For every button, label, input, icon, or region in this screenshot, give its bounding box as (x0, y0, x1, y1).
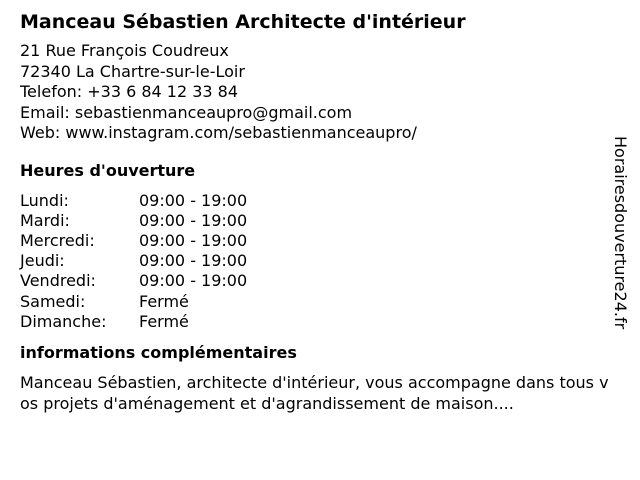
hours-row-wednesday (20, 231, 610, 251)
opening-hours-heading: Heures d'ouverture (20, 160, 196, 180)
web-line: Web: www.instagram.com/sebastienmanceaupro/ (20, 123, 417, 142)
hours-time: 09:00 - 19:00 (139, 230, 248, 250)
additional-info-text: Manceau Sébastien, architecte d'intérieur, vous accompagne dans tous vos projets d'aménagement et d'agrandissement de maison.... (20, 372, 609, 413)
contact-block (20, 41, 610, 144)
hours-time: 09:00 - 19:00 (139, 251, 248, 271)
additional-info-heading: informations complémentaires (20, 342, 297, 362)
hours-row-sunday (20, 312, 610, 332)
phone-line: Telefon: +33 6 84 12 33 84 (20, 82, 239, 101)
hours-time: 09:00 - 19:00 (139, 271, 248, 291)
address-line-1: 21 Rue François Coudreux (20, 41, 229, 60)
email-line: Email: sebastienmanceaupro@gmail.com (20, 102, 353, 122)
hours-time: 09:00 - 19:00 (139, 190, 248, 210)
hours-row-saturday (20, 292, 610, 312)
hours-day: Lundi: (20, 190, 69, 210)
hours-day: Samedi: (20, 291, 86, 311)
business-title: Manceau Sébastien Architecte d'intérieur (20, 11, 466, 33)
hours-day: Jeudi: (20, 251, 65, 271)
watermark-text: Horairesdouverture24.fr (611, 136, 630, 330)
hours-time: 09:00 - 19:00 (139, 210, 248, 230)
hours-day: Dimanche: (20, 311, 107, 331)
hours-day: Mercredi: (20, 230, 95, 250)
business-card (20, 10, 610, 414)
hours-row-friday (20, 271, 610, 291)
address-line-2: 72340 La Chartre-sur-le-Loir (20, 61, 245, 81)
hours-time: Fermé (139, 291, 189, 311)
hours-row-tuesday (20, 211, 610, 231)
hours-time: Fermé (139, 311, 189, 331)
opening-hours-table (20, 191, 610, 332)
hours-row-thursday (20, 251, 610, 271)
hours-day: Vendredi: (20, 271, 96, 291)
hours-row-monday (20, 191, 610, 211)
hours-day: Mardi: (20, 210, 70, 230)
